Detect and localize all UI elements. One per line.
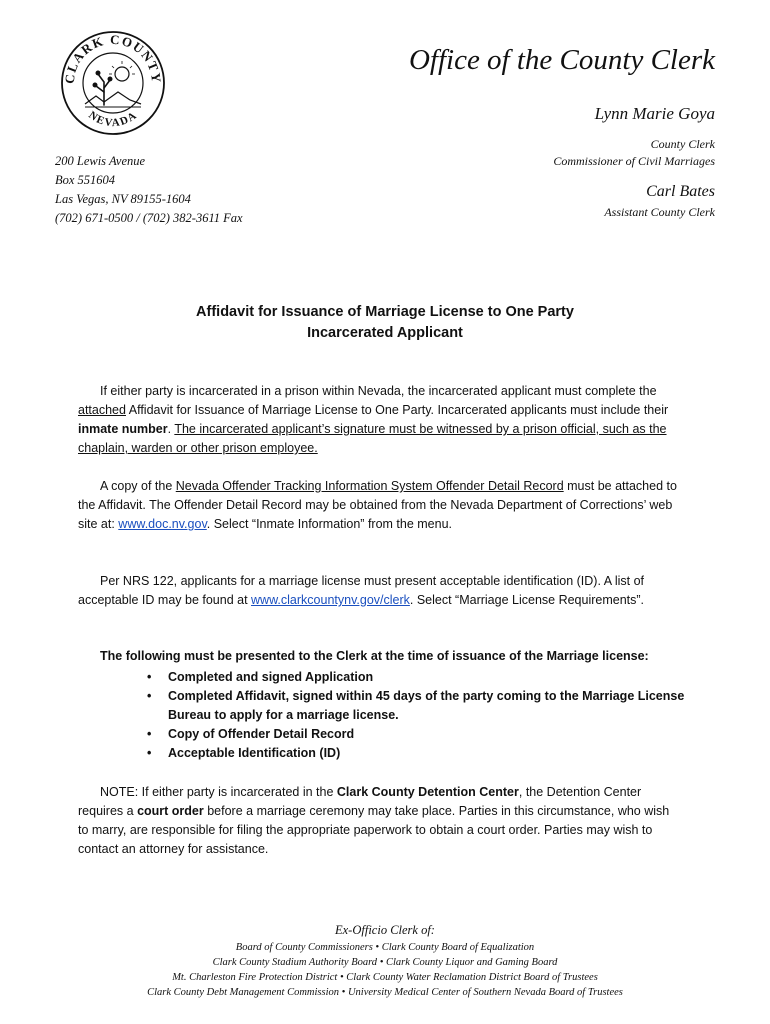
clerk-website-link[interactable]: www.clarkcountynv.gov/clerk — [251, 593, 410, 607]
assistant-clerk-name: Carl Bates — [646, 183, 715, 200]
inmate-number-emphasis: inmate number — [78, 422, 168, 436]
clerk-name: Lynn Marie Goya — [594, 104, 715, 123]
requirements-heading: The following must be presented to the Clerk at the time of issuance of the Marriage license: — [100, 649, 649, 663]
signature-witness-note: The incarcerated applicant’s signature must be witnessed by a prison official, such as the chaplain, warden or other prison employee. — [78, 422, 667, 455]
offender-system-name: Nevada Offender Tracking Information System Offender Detail Record — [175, 479, 564, 493]
attached-emphasis: attached — [78, 403, 126, 417]
list-item: • Copy of Offender Detail Record — [145, 725, 685, 744]
list-item: • Completed Affidavit, signed within 45 days of the party coming to the Marriage License Bureau to apply for a marriage license. — [147, 689, 685, 722]
bullet-icon: • — [147, 727, 152, 741]
list-item: • Acceptable Identification (ID) — [145, 744, 685, 763]
bullet-icon: • — [147, 689, 152, 703]
svg-text:NEVADA: NEVADA — [86, 109, 140, 130]
footer-line: Clark County Stadium Authority Board • Clark County Liquor and Gaming Board — [212, 957, 558, 968]
footer — [0, 923, 770, 1000]
bullet-icon: • — [147, 670, 152, 684]
address-street: 200 Lewis Avenue — [55, 154, 146, 168]
paragraph-incarcerated-requirements: If either party is incarcerated in a prison within Nevada, the incarcerated applicant must complete the attached Affidavit for Issuance of Marriage License to One Party. Incarcerated applicants must include their inmate number. The incarcerated applicant’s signature must be witnessed by a prison official, such as the chaplain, warden or other prison employee. — [78, 384, 669, 455]
paragraph-offender-record: A copy of the Nevada Offender Tracking Information System Offender Detail Record must be attached to the Affidavit. The Offender Detail Record may be obtained from the Nevada Department of Corrections’ web site at: www.doc.nv.gov. Select “Inmate Information” from the menu. — [78, 479, 677, 531]
paragraph-identification: Per NRS 122, applicants for a marriage license must present acceptable identification (ID). A list of acceptable ID may be found at www.clarkcountynv.gov/clerk. Select “Marriage License Requirements”. — [78, 574, 645, 607]
doc-website-link[interactable]: www.doc.nv.gov — [118, 517, 207, 531]
office-title: Office of the County Clerk — [408, 44, 715, 76]
bullet-icon: • — [147, 746, 152, 760]
clerk-info — [553, 104, 715, 170]
document-title — [0, 302, 770, 344]
title-line-2: Incarcerated Applicant — [307, 325, 463, 341]
list-item: • Completed and signed Application — [145, 668, 685, 687]
clark-county-seal-logo — [60, 30, 166, 136]
clerk-role-secondary: Commissioner of Civil Marriages — [553, 154, 715, 168]
assistant-clerk-role: Assistant County Clerk — [604, 205, 715, 219]
office-address — [55, 152, 243, 228]
address-box: Box 551604 — [55, 173, 116, 187]
court-order-emphasis: court order — [137, 804, 204, 818]
clerk-role: County Clerk — [650, 137, 715, 151]
svg-text:CLARK COUNTY: CLARK COUNTY — [61, 31, 165, 85]
paragraph-detention-note: NOTE: If either party is incarcerated in the Clark County Detention Center, the Detention Center requires a court order before a marriage ceremony may take place. Parties in this circumstance, who wish to marry, are responsible for filing the appropriate paperwork to obtain a court order. Parties may wish to contact an attorney for assistance. — [78, 785, 670, 856]
footer-heading: Ex-Officio Clerk of: — [335, 923, 435, 937]
address-city: Las Vegas, NV 89155-1604 — [55, 192, 191, 206]
footer-line: Mt. Charleston Fire Protection District • Clark County Water Reclamation District Board of Trustees — [172, 972, 598, 983]
address-phone-fax: (702) 671-0500 / (702) 382-3611 Fax — [55, 211, 243, 225]
footer-line: Board of County Commissioners • Clark County Board of Equalization — [235, 942, 535, 953]
footer-line: Clark County Debt Management Commission • University Medical Center of Southern Nevada Board of Trustees — [147, 987, 623, 998]
requirements-list — [145, 668, 685, 763]
title-line-1: Affidavit for Issuance of Marriage License to One Party — [196, 304, 574, 320]
detention-center-emphasis: Clark County Detention Center — [336, 785, 519, 799]
